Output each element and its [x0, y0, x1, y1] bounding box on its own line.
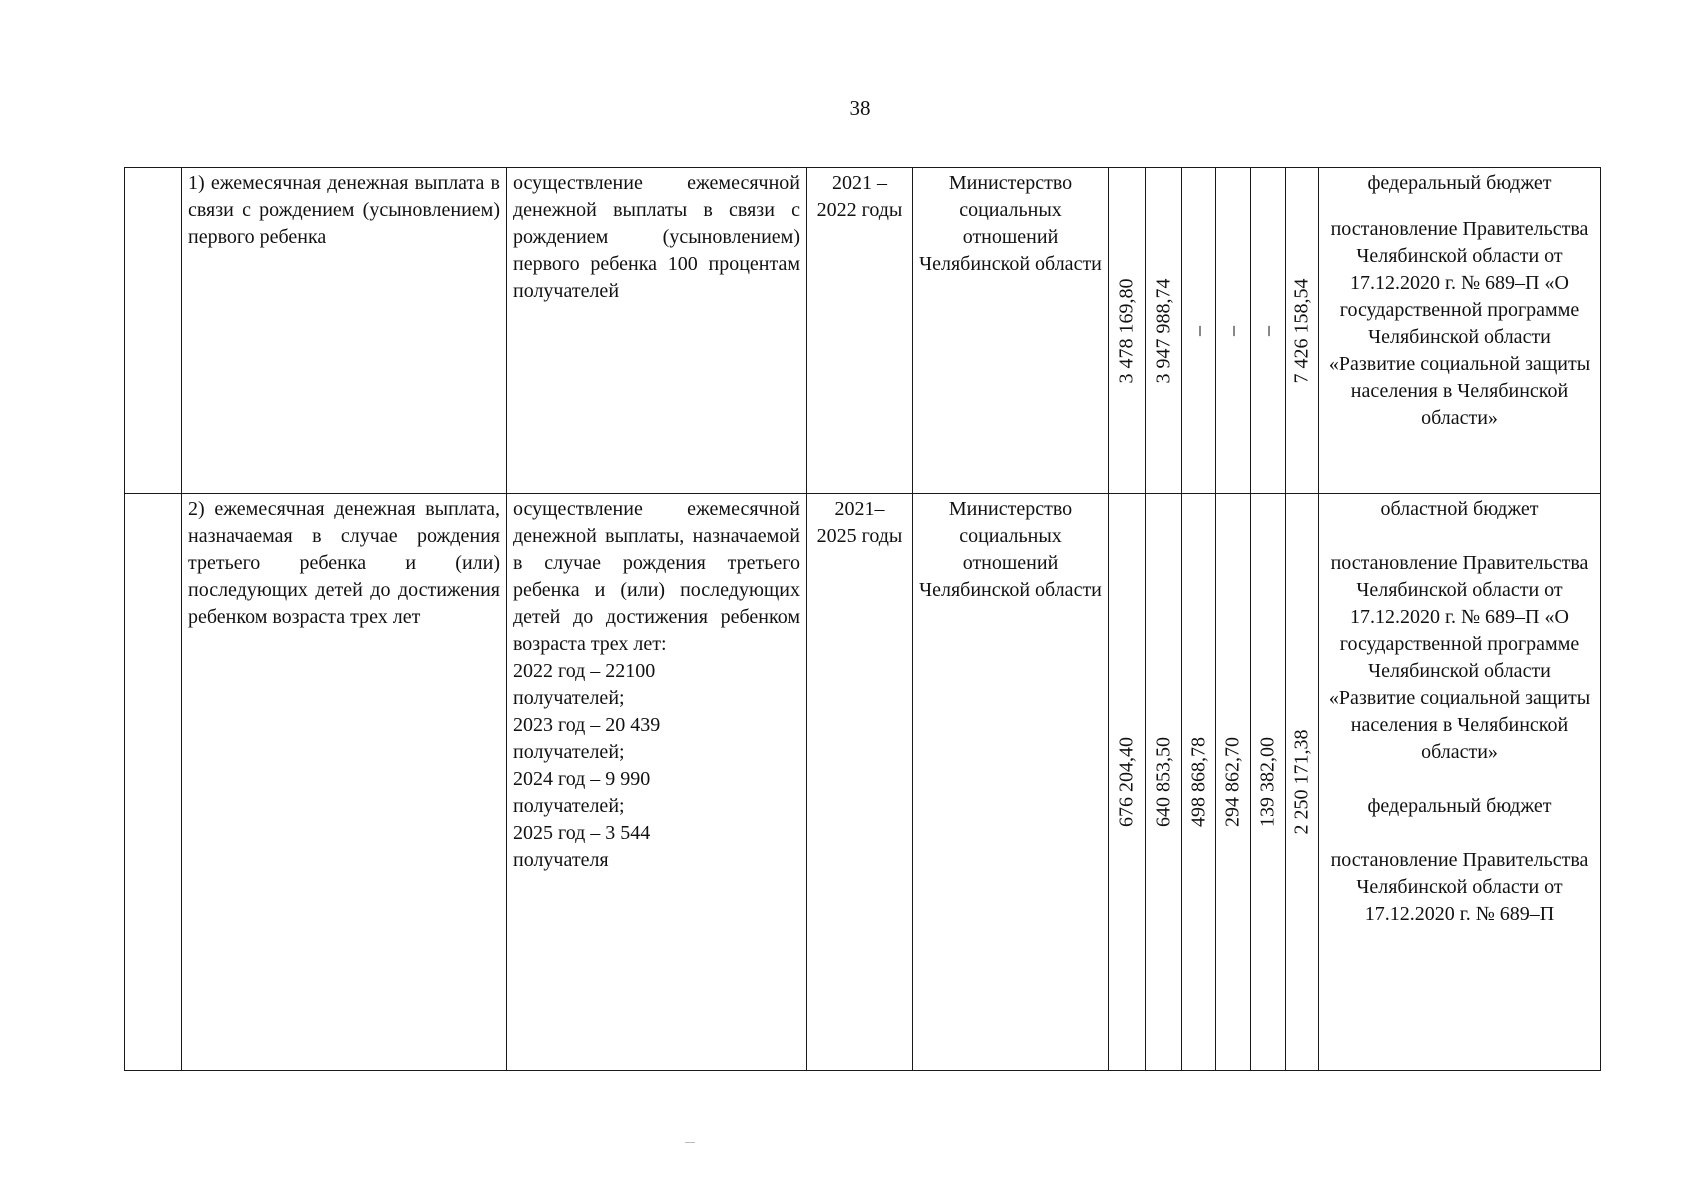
measure-cell: 2) ежемесячная денежная выплата, назначаемая в случае рождения третьего ребенка и (или) последующих детей до достижения ребенком возраста трех лет — [182, 494, 507, 1071]
amount-cell — [1146, 494, 1182, 1071]
budget-source: федеральный бюджет — [1367, 172, 1552, 194]
amount-total-cell — [1286, 494, 1319, 1071]
list-item: 2022 год – 22100 — [513, 660, 656, 682]
amount-cell — [1109, 168, 1146, 494]
amount-cell — [1251, 494, 1286, 1071]
amount-value: 294 862,70 — [1221, 737, 1244, 827]
list-item: получателя — [513, 849, 609, 871]
result-cell: осуществление ежемесячной денежной выплаты в связи с рождением (усыновлением) первого ребенка 100 процентам получателей — [507, 168, 807, 494]
amount-total-cell — [1286, 168, 1319, 494]
list-item: получателей; — [513, 741, 625, 763]
table-row — [125, 168, 1601, 494]
amount-value: 139 382,00 — [1256, 737, 1279, 827]
executor-cell: Министерство социальных отношений Челябинской области — [913, 168, 1109, 494]
measure-cell: 1) ежемесячная денежная выплата в связи с рождением (усыновлением) первого ребенка — [182, 168, 507, 494]
amount-value: 3 947 988,74 — [1152, 278, 1174, 383]
amount-value: – — [1256, 325, 1279, 336]
amount-total-value: 2 250 171,38 — [1290, 729, 1313, 835]
source-cell — [1319, 494, 1601, 1071]
executor-cell: Министерство социальных отношений Челябинской области — [913, 494, 1109, 1071]
amount-cell — [1146, 168, 1182, 494]
legal-basis: постановление Правительства Челябинской области от 17.12.2020 г. № 689–П «О государственной программе Челябинской области «Развитие социальной защиты населения в Челябинской области» — [1328, 552, 1591, 763]
legal-basis: постановление Правительства Челябинской области от 17.12.2020 г. № 689–П — [1330, 849, 1589, 925]
period-cell: 2021 – 2022 годы — [807, 168, 913, 494]
amount-value: 498 868,78 — [1187, 737, 1209, 827]
program-table — [124, 167, 1601, 1071]
result-text: осуществление ежемесячной денежной выплаты, назначаемой в случае рождения третьего ребенка и (или) последующих детей до достижения ребенком возраста трех лет: — [513, 498, 800, 655]
amount-value: 640 853,50 — [1152, 737, 1174, 827]
amount-value: 3 478 169,80 — [1115, 278, 1138, 383]
list-item: получателей; — [513, 795, 625, 817]
source-cell — [1319, 168, 1601, 494]
amount-cell — [1251, 168, 1286, 494]
amount-cell — [1182, 168, 1216, 494]
legal-basis: постановление Правительства Челябинской области от 17.12.2020 г. № 689–П «О государственной программе Челябинской области «Развитие социальной защиты населения в Челябинской области» — [1328, 218, 1591, 429]
budget-source: федеральный бюджет — [1367, 795, 1552, 817]
row-number-cell — [125, 168, 182, 494]
list-item: 2024 год – 9 990 — [513, 768, 651, 790]
period-cell: 2021– 2025 годы — [807, 494, 913, 1071]
amount-cell — [1109, 494, 1146, 1071]
amount-cell — [1216, 494, 1251, 1071]
amount-value: – — [1187, 325, 1209, 336]
amount-cell — [1182, 494, 1216, 1071]
list-item: 2023 год – 20 439 — [513, 714, 661, 736]
budget-source: областной бюджет — [1380, 498, 1539, 520]
list-item: получателей; — [513, 687, 625, 709]
result-cell — [507, 494, 807, 1071]
list-item: 2025 год – 3 544 — [513, 822, 651, 844]
row-number-cell — [125, 494, 182, 1071]
table-row — [125, 494, 1601, 1071]
recipient-list — [513, 658, 800, 874]
amount-cell — [1216, 168, 1251, 494]
scan-mark — [685, 1142, 695, 1143]
amount-value: 676 204,40 — [1115, 737, 1138, 827]
page-number: 38 — [849, 96, 871, 120]
amount-total-value: 7 426 158,54 — [1290, 278, 1313, 383]
amount-value: – — [1221, 325, 1244, 336]
